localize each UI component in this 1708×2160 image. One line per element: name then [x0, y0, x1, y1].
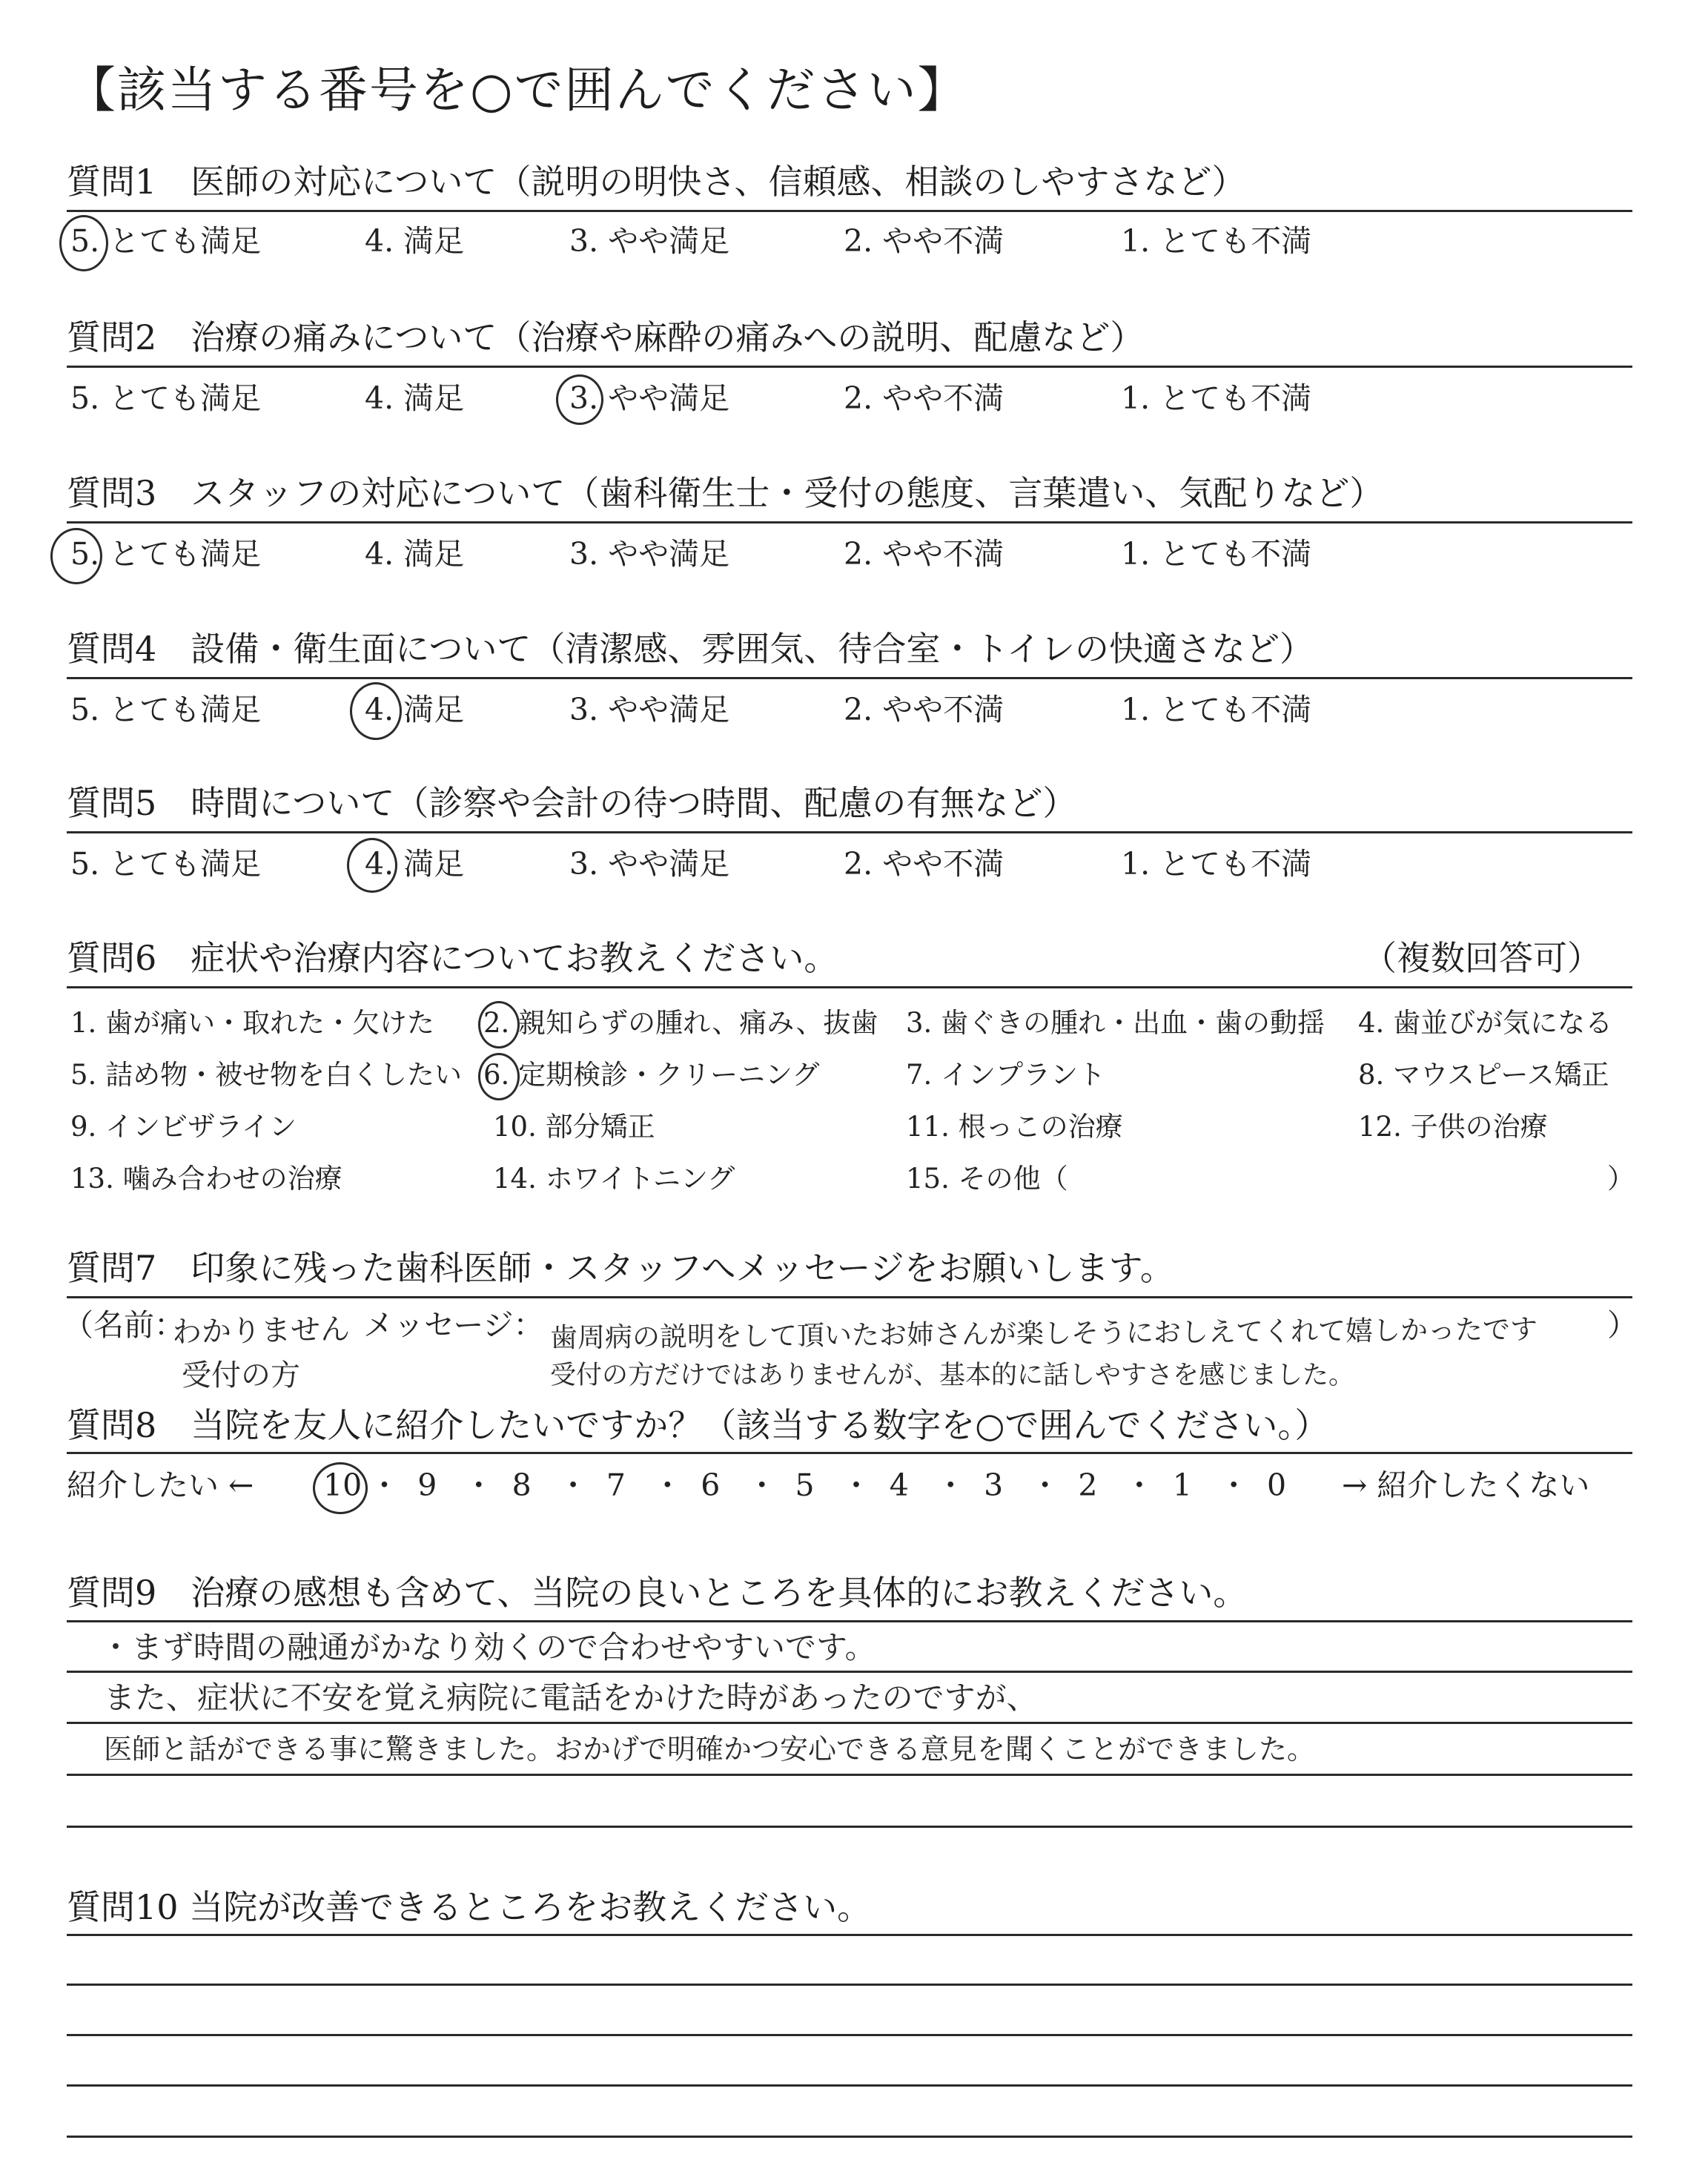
q4-option-1[interactable]: 1. とても不満 — [1121, 692, 1312, 727]
q6-option-2[interactable]: 2. 親知らずの腫れ、痛み、抜歯 — [483, 1007, 878, 1039]
q9-title: 質問9 治療の感想も含めて、当院の良いところを具体的にお教えください。 — [67, 1573, 1248, 1613]
q7-name-handwritten-1: わかりません — [171, 1312, 351, 1350]
q8-scale-separator: ・ — [557, 1467, 589, 1503]
q8-scale-7[interactable]: 7 — [606, 1467, 626, 1503]
q2-option-5[interactable]: 5. とても満足 — [70, 380, 262, 416]
q6-selection-circle-2 — [478, 1001, 520, 1048]
q9-rule-4 — [67, 1774, 1632, 1776]
q7-title: 質問7 印象に残った歯科医師・スタッフへメッセージをお願いします。 — [67, 1248, 1174, 1288]
q1-option-2[interactable]: 2. やや不満 — [844, 223, 1004, 259]
q6-option-13[interactable]: 13. 噛み合わせの治療 — [70, 1163, 342, 1195]
q6-option-4[interactable]: 4. 歯並びが気になる — [1358, 1007, 1613, 1039]
q2-option-3[interactable]: 3. やや満足 — [569, 380, 730, 416]
q4-title: 質問4 設備・衛生面について（清潔感、雰囲気、待合室・トイレの快適さなど） — [67, 629, 1314, 669]
q4-rule — [67, 677, 1632, 679]
q1-option-4[interactable]: 4. 満足 — [365, 223, 465, 259]
q6-option-14[interactable]: 14. ホワイトニング — [493, 1163, 735, 1195]
q8-selection-circle — [313, 1462, 368, 1514]
q8-scale-separator: ・ — [747, 1467, 778, 1503]
q8-scale-separator: ・ — [1030, 1467, 1061, 1503]
q6-option-7[interactable]: 7. インプラント — [906, 1059, 1106, 1091]
q6-title: 質問6 症状や治療内容についてお教えください。 — [67, 938, 838, 978]
q1-selection-circle — [59, 215, 108, 271]
q8-scale-6[interactable]: 6 — [701, 1467, 721, 1503]
q6-rule — [67, 986, 1632, 988]
q8-left-label: 紹介したい ← — [67, 1467, 254, 1503]
q10-rule-4 — [67, 2084, 1632, 2087]
q5-option-2[interactable]: 2. やや不満 — [844, 846, 1004, 882]
q8-scale-1[interactable]: 1 — [1172, 1467, 1192, 1503]
q10-rule-5 — [67, 2136, 1632, 2138]
q10-rule-1 — [67, 1934, 1632, 1936]
q5-option-5[interactable]: 5. とても満足 — [70, 846, 262, 882]
q7-name-handwritten-2: 受付の方 — [182, 1358, 300, 1393]
q9-answer-line-3: 医師と話ができる事に驚きました。おかげで明確かつ安心できる意見を聞くことができました。 — [104, 1733, 1316, 1766]
q9-answer-line-2: また、症状に不安を覚え病院に電話をかけた時があったのですが、 — [104, 1680, 1038, 1716]
q8-scale-9[interactable]: 9 — [417, 1467, 437, 1503]
q3-option-5[interactable]: 5. とても満足 — [70, 536, 262, 572]
q9-answer-line-1: ・まず時間の融通がかなり効くので合わせやすいです。 — [100, 1629, 876, 1665]
q2-title: 質問2 治療の痛みについて（治療や麻酔の痛みへの説明、配慮など） — [67, 317, 1145, 357]
q10-rule-2 — [67, 1984, 1632, 1986]
q8-scale-3[interactable]: 3 — [984, 1467, 1004, 1503]
q5-option-1[interactable]: 1. とても不満 — [1121, 846, 1312, 882]
q7-message-handwritten-1: 歯周病の説明をして頂いたお姉さんが楽しそうにおしえてくれて嬉しかったです — [549, 1313, 1538, 1354]
q3-selection-circle — [50, 528, 102, 584]
q8-rule — [67, 1452, 1632, 1454]
q7-name-label: （名前： — [63, 1307, 185, 1343]
q9-rule-3 — [67, 1722, 1632, 1724]
q8-scale-8[interactable]: 8 — [512, 1467, 532, 1503]
q8-title: 質問8 当院を友人に紹介したいですか？（該当する数字を○で囲んでください。） — [67, 1405, 1329, 1445]
q7-message-label: メッセージ： — [363, 1307, 544, 1343]
q8-scale-10[interactable]: 10 — [323, 1467, 363, 1503]
q4-option-2[interactable]: 2. やや不満 — [844, 692, 1004, 727]
q7-rule — [67, 1296, 1632, 1298]
q8-scale-separator: ・ — [652, 1467, 683, 1503]
q1-rule — [67, 210, 1632, 212]
q9-rule-5 — [67, 1826, 1632, 1828]
q8-scale-separator: ・ — [935, 1467, 966, 1503]
q2-selection-circle — [556, 374, 603, 425]
q8-scale-separator: ・ — [463, 1467, 494, 1503]
q6-option-8[interactable]: 8. マウスピース矯正 — [1358, 1059, 1609, 1091]
q8-scale-2[interactable]: 2 — [1078, 1467, 1098, 1503]
q8-scale-5[interactable]: 5 — [795, 1467, 815, 1503]
q4-option-3[interactable]: 3. やや満足 — [569, 692, 730, 727]
q5-selection-circle — [347, 838, 397, 893]
q10-title: 質問10 当院が改善できるところをお教えください。 — [67, 1887, 872, 1927]
q2-rule — [67, 366, 1632, 368]
q1-option-1[interactable]: 1. とても不満 — [1121, 223, 1312, 259]
q6-option-11[interactable]: 11. 根っこの治療 — [906, 1111, 1123, 1143]
q6-option-15-close: ） — [1607, 1163, 1635, 1195]
q6-multiple-note: （複数回答可） — [1363, 938, 1601, 978]
q6-option-6[interactable]: 6. 定期検診・クリーニング — [483, 1059, 820, 1091]
q6-option-1[interactable]: 1. 歯が痛い・取れた・欠けた — [70, 1007, 435, 1039]
q8-scale-0[interactable]: 0 — [1267, 1467, 1287, 1503]
q6-option-5[interactable]: 5. 詰め物・被せ物を白くしたい — [70, 1059, 463, 1091]
q3-option-3[interactable]: 3. やや満足 — [569, 536, 730, 572]
q5-rule — [67, 831, 1632, 833]
q1-option-5[interactable]: 5. とても満足 — [70, 223, 262, 259]
q5-option-3[interactable]: 3. やや満足 — [569, 846, 730, 882]
q2-option-2[interactable]: 2. やや不満 — [844, 380, 1004, 416]
q3-option-2[interactable]: 2. やや不満 — [844, 536, 1004, 572]
q2-option-1[interactable]: 1. とても不満 — [1121, 380, 1312, 416]
q6-option-9[interactable]: 9. インビザライン — [70, 1111, 297, 1143]
q6-option-12[interactable]: 12. 子供の治療 — [1358, 1111, 1548, 1143]
q9-rule-2 — [67, 1671, 1632, 1673]
q1-title: 質問1 医師の対応について（説明の明快さ、信頼感、相談のしやすさなど） — [67, 162, 1246, 202]
q8-scale-separator: ・ — [1124, 1467, 1155, 1503]
q5-title: 質問5 時間について（診察や会計の待つ時間、配慮の有無など） — [67, 783, 1077, 823]
q4-option-4[interactable]: 4. 満足 — [365, 692, 465, 727]
q8-scale-separator: ・ — [841, 1467, 872, 1503]
q6-option-15[interactable]: 15. その他（ — [906, 1163, 1068, 1195]
q8-scale-separator: ・ — [369, 1467, 400, 1503]
q4-option-5[interactable]: 5. とても満足 — [70, 692, 262, 727]
q6-option-10[interactable]: 10. 部分矯正 — [493, 1111, 655, 1143]
q6-selection-circle-6 — [478, 1053, 520, 1100]
q10-rule-3 — [67, 2034, 1632, 2036]
form-header: 【該当する番号を○で囲んでください】 — [67, 62, 968, 119]
q5-option-4[interactable]: 4. 満足 — [365, 846, 465, 882]
q2-option-4[interactable]: 4. 満足 — [365, 380, 465, 416]
q8-scale-4[interactable]: 4 — [889, 1467, 909, 1503]
q1-option-3[interactable]: 3. やや満足 — [569, 223, 730, 259]
q7-message-handwritten-2: 受付の方だけではありませんが、基本的に話しやすさを感じました。 — [550, 1361, 1355, 1390]
q3-option-1[interactable]: 1. とても不満 — [1121, 536, 1312, 572]
q3-title: 質問3 スタッフの対応について（歯科衛生士・受付の態度、言葉遣い、気配りなど） — [67, 473, 1384, 513]
q9-rule-1 — [67, 1620, 1632, 1622]
q8-scale-separator: ・ — [1218, 1467, 1249, 1503]
q6-option-3[interactable]: 3. 歯ぐきの腫れ・出血・歯の動揺 — [906, 1007, 1325, 1039]
q3-option-4[interactable]: 4. 満足 — [365, 536, 465, 572]
q8-right-label: → 紹介したくない — [1342, 1467, 1590, 1503]
q7-close-paren: ） — [1607, 1307, 1638, 1343]
q3-rule — [67, 521, 1632, 524]
q4-selection-circle — [350, 682, 402, 740]
